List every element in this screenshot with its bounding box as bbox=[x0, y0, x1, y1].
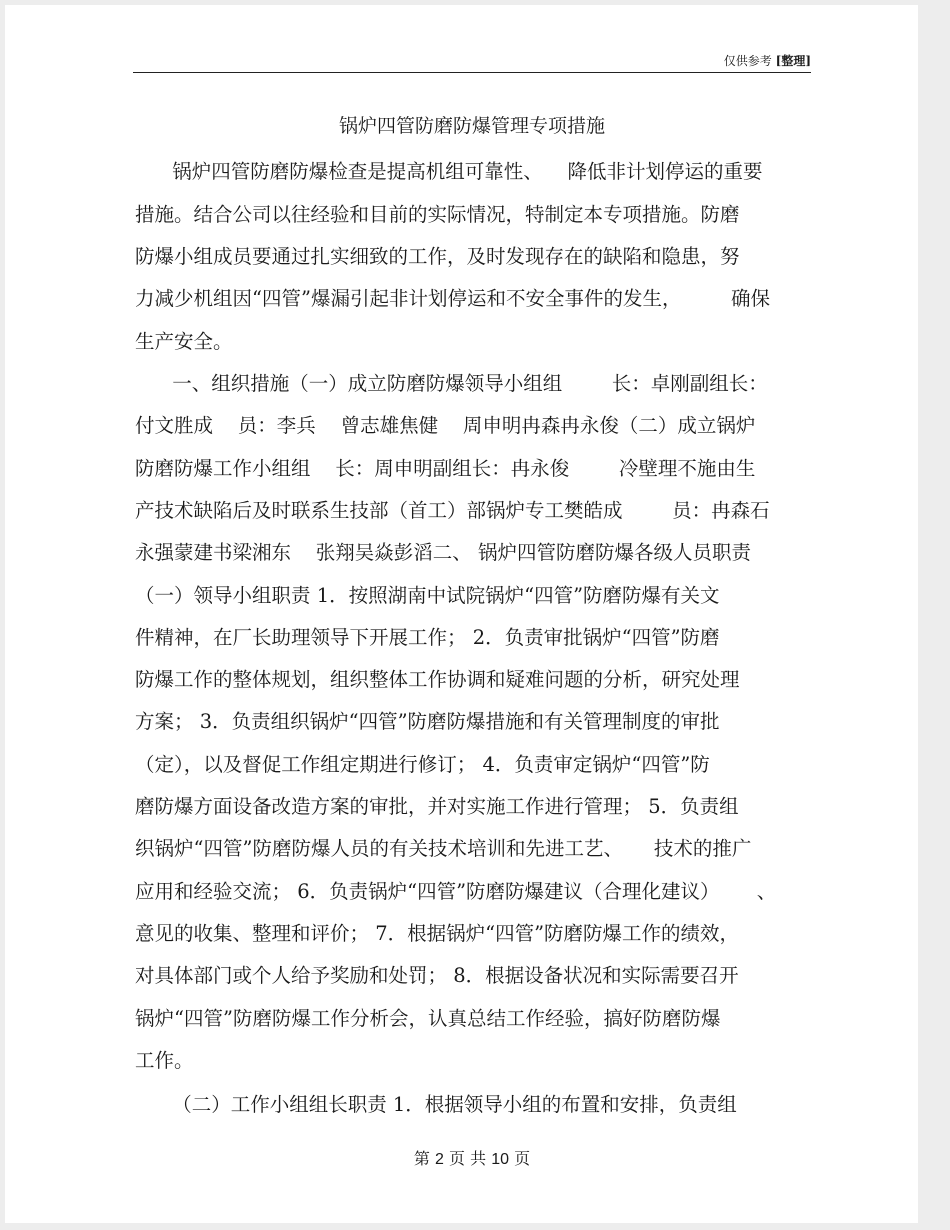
document-title: 锅炉四管防磨防爆管理专项措施 bbox=[338, 115, 605, 137]
document-page bbox=[5, 5, 918, 1223]
text-line: 力减少机组因“四管”爆漏引起非计划停运和不安全事件的发生， 确保 bbox=[135, 287, 771, 310]
text-line: 永强蒙建书梁湘东 张翔吴焱彭滔二、 锅炉四管防磨防爆各级人员职责 bbox=[135, 541, 751, 564]
text-line: 磨防爆方面设备改造方案的审批，并对实施工作进行管理； 5．负责组 bbox=[135, 795, 739, 818]
header-text: 仅供参考 bbox=[723, 54, 772, 68]
text-line: 防爆工作的整体规划，组织整体工作协调和疑难问题的分析，研究处理 bbox=[135, 668, 740, 691]
text-line: 锅炉四管防磨防爆检查是提高机组可靠性、 降低非计划停运的重要 bbox=[135, 160, 763, 183]
header-rule bbox=[133, 72, 811, 73]
page-header bbox=[133, 53, 811, 69]
text-line: 措施。结合公司以往经验和目前的实际情况，特制定本专项措施。防磨 bbox=[135, 203, 740, 226]
text-line: 应用和经验交流； 6．负责锅炉“四管”防磨防爆建议（合理化建议） 、 bbox=[135, 880, 777, 903]
text-line: 付文胜成 员：李兵 曾志雄焦健 周申明冉森冉永俊（二）成立锅炉 bbox=[135, 414, 756, 437]
footer-mid: 页 共 bbox=[449, 1149, 487, 1168]
footer-prefix: 第 bbox=[413, 1149, 430, 1168]
text-line: 生产安全。 bbox=[135, 330, 233, 353]
text-line: （二）工作小组组长职责 1．根据领导小组的布置和安排，负责组 bbox=[135, 1093, 737, 1116]
text-line: 防爆小组成员要通过扎实细致的工作，及时发现存在的缺陷和隐患，努 bbox=[135, 245, 740, 268]
text-line: 方案； 3．负责组织锅炉“四管”防磨防爆措施和有关管理制度的审批 bbox=[135, 710, 720, 733]
text-line: 锅炉“四管”防磨防爆工作分析会，认真总结工作经验，搞好防磨防爆 bbox=[135, 1007, 721, 1030]
header-bracket: [整理] bbox=[775, 54, 811, 68]
text-line: 意见的收集、整理和评价； 7．根据锅炉“四管”防磨防爆工作的绩效， bbox=[135, 922, 740, 945]
text-line: （定），以及督促工作组定期进行修订； 4．负责审定锅炉“四管”防 bbox=[135, 753, 710, 776]
text-line: 对具体部门或个人给予奖励和处罚； 8．根据设备状况和实际需要召开 bbox=[135, 964, 739, 987]
text-line: 防磨防爆工作小组组 长：周申明副组长：冉永俊 冷壁理不施由生 bbox=[135, 457, 756, 480]
footer-total-pages: 10 bbox=[491, 1151, 509, 1168]
text-line: 一、组织措施（一）成立防磨防爆领导小组组 长：卓刚副组长： bbox=[135, 372, 768, 395]
text-line: 产技术缺陷后及时联系生技部（首工）部锅炉专工樊皓成 员：冉森石 bbox=[135, 499, 770, 522]
footer-suffix: 页 bbox=[514, 1149, 531, 1168]
text-line: （一）领导小组职责 1．按照湖南中试院锅炉“四管”防磨防爆有关文 bbox=[135, 584, 720, 607]
text-line: 件精神，在厂长助理领导下开展工作； 2．负责审批锅炉“四管”防磨 bbox=[135, 626, 720, 649]
text-line: 工作。 bbox=[135, 1049, 194, 1072]
text-line: 织锅炉“四管”防磨防爆人员的有关技术培训和先进工艺、 技术的推广 bbox=[135, 837, 752, 860]
page-footer bbox=[133, 1148, 811, 1171]
footer-page-number: 2 bbox=[435, 1151, 444, 1168]
